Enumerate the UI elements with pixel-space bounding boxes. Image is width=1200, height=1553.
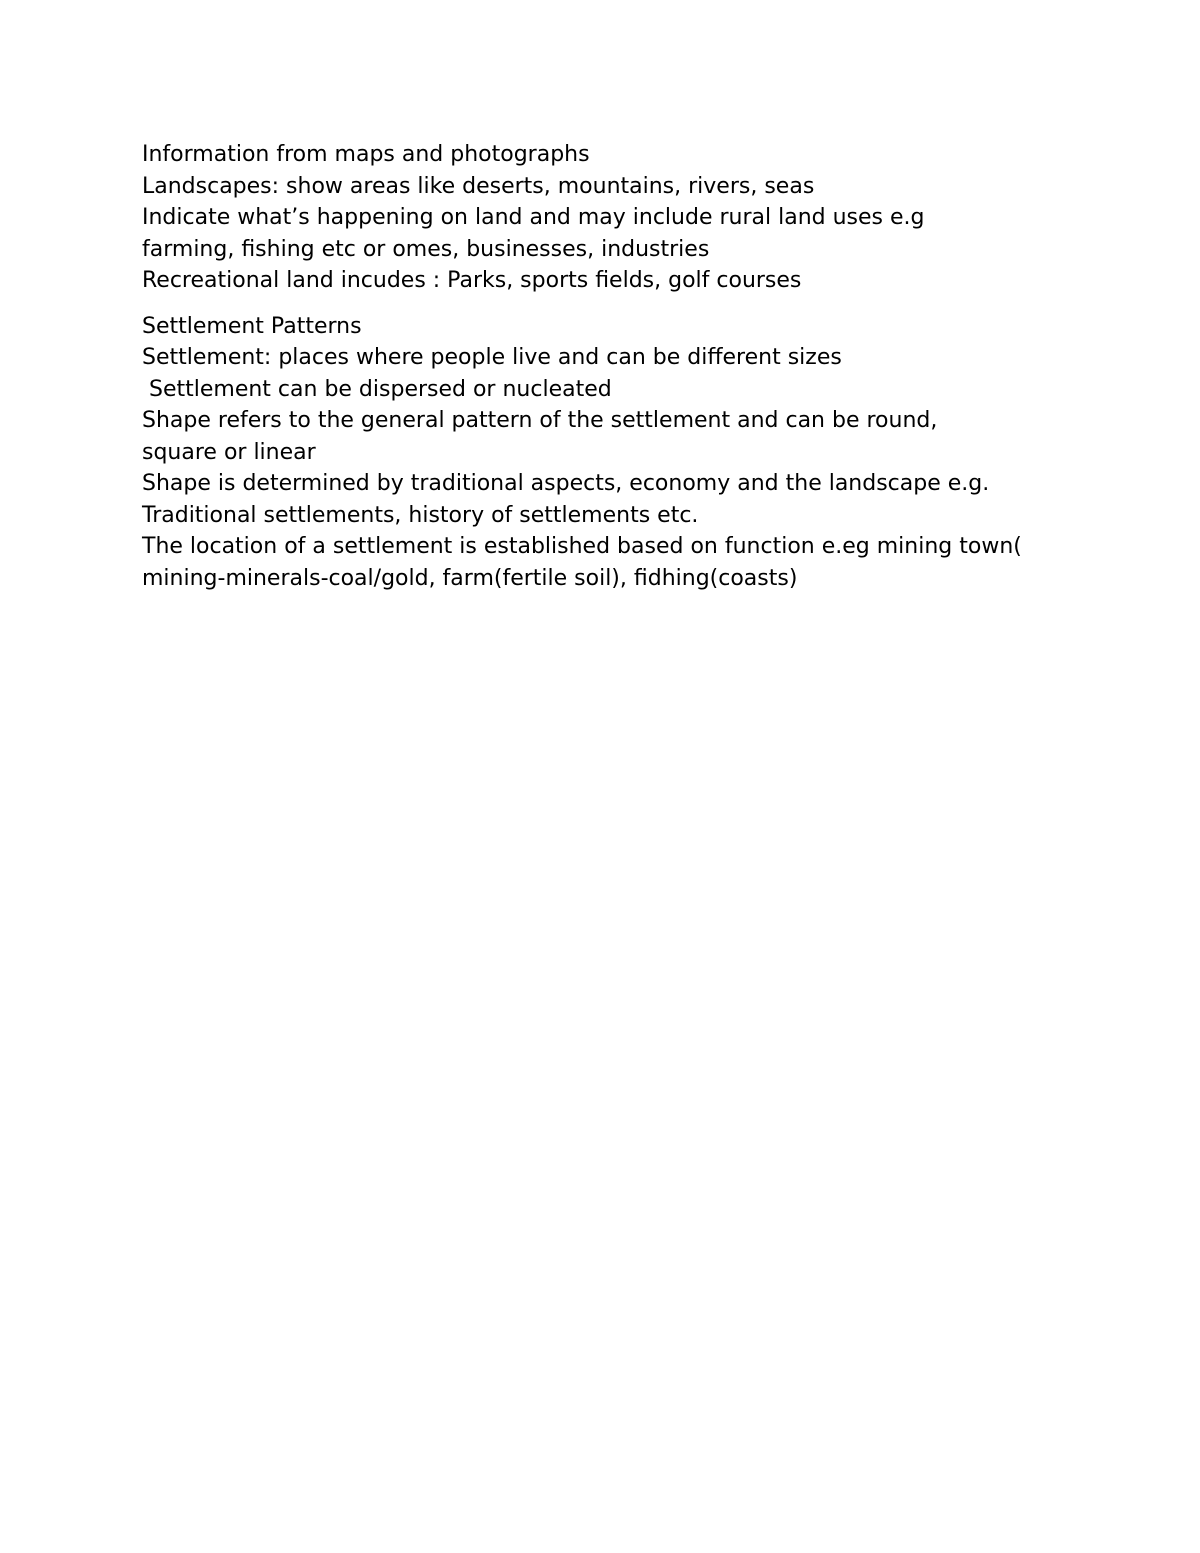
document-body: [142, 139, 1102, 594]
paragraph-settlement-location: The location of a settlement is established based on function e.eg mining town( mining-minerals-coal/gold, farm(fertile soil), fidhing(coasts): [142, 534, 1029, 591]
paragraph-recreational-land: Recreational land incudes : Parks, sports fields, golf courses: [142, 268, 802, 293]
paragraph-shape-determinants: Shape is determined by traditional aspects, economy and the landscape e.g. Traditional settlements, history of settlements etc.: [142, 471, 997, 528]
paragraph-spacer: [142, 297, 1102, 311]
paragraph-settlement-definition: Settlement: places where people live and can be different sizes: [142, 345, 842, 370]
paragraph-landscapes: Landscapes: show areas like deserts, mountains, rivers, seas: [142, 173, 815, 199]
paragraph-settlement-shape: Shape refers to the general pattern of the settlement and can be round, square or linear: [142, 408, 945, 465]
section-title-maps: Information from maps and photographs: [142, 142, 590, 167]
paragraph-settlement-dispersed: Settlement can be dispersed or nucleated: [142, 376, 612, 402]
paragraph-land-use: Indicate what’s happening on land and may include rural land uses e.g farming, fishing etc or omes, businesses, industries: [142, 205, 932, 262]
section-title-settlement: Settlement Patterns: [142, 313, 362, 339]
